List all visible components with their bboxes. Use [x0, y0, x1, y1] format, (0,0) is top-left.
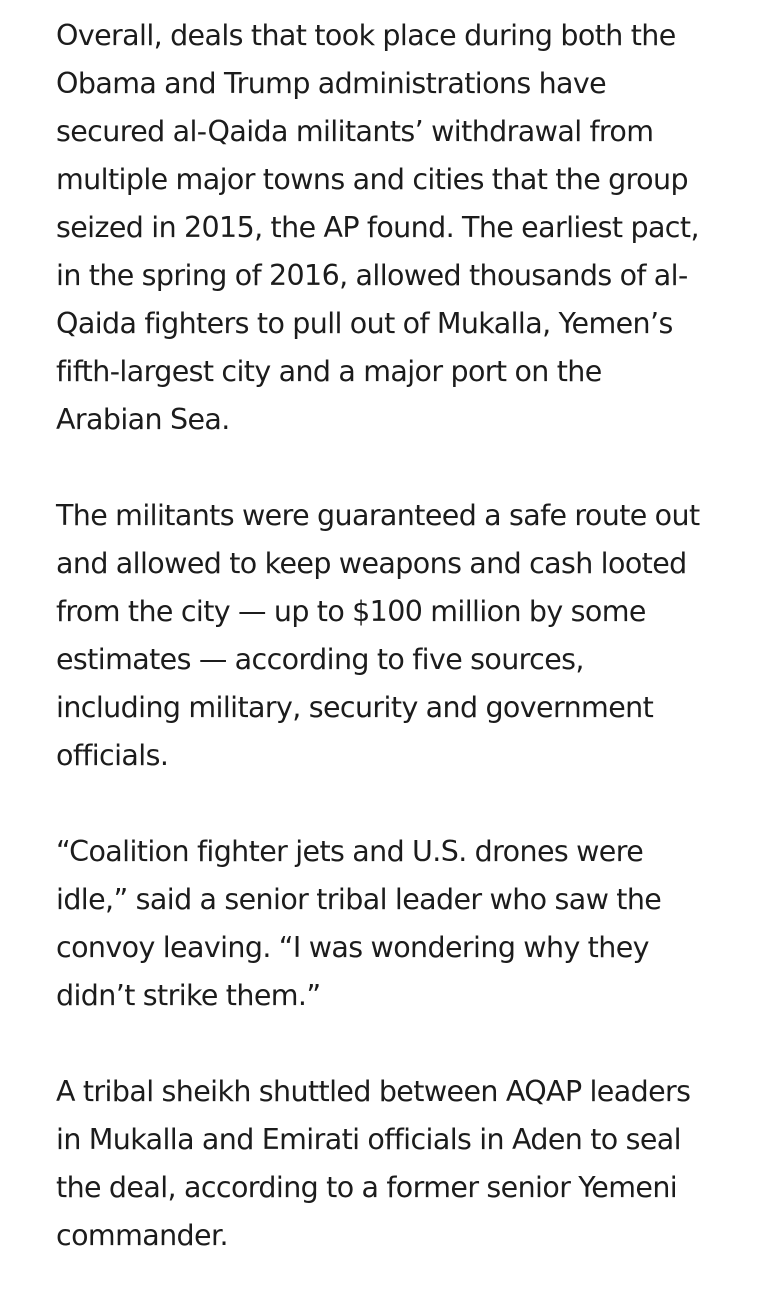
text-line: multiple major towns and cities that the group	[56, 163, 688, 196]
text-line: and allowed to keep weapons and cash looted	[56, 547, 687, 580]
text-line: including military, security and government	[56, 691, 654, 724]
text-line: idle,” said a senior tribal leader who saw the	[56, 883, 662, 916]
text-line: secured al-Qaida militants’ withdrawal from	[56, 115, 654, 148]
text-line: in Mukalla and Emirati officials in Aden to seal	[56, 1123, 681, 1156]
text-line: convoy leaving. “I was wondering why they	[56, 931, 649, 964]
text-line: commander.	[56, 1219, 228, 1252]
paragraph-sheikh	[56, 1068, 726, 1260]
text-line: officials.	[56, 739, 169, 772]
text-line: seized in 2015, the AP found. The earliest pact,	[56, 211, 699, 244]
text-line: Arabian Sea.	[56, 403, 230, 436]
text-line: The militants were guaranteed a safe route out	[56, 499, 700, 532]
text-line: “Coalition fighter jets and U.S. drones were	[56, 835, 644, 868]
text-line: from the city — up to $100 million by some	[56, 595, 646, 628]
paragraph-deals	[56, 12, 726, 444]
text-line: in the spring of 2016, allowed thousands of al-	[56, 259, 688, 292]
text-line: Qaida fighters to pull out of Mukalla, Yemen’s	[56, 307, 673, 340]
text-line: the deal, according to a former senior Yemeni	[56, 1171, 678, 1204]
paragraph-safe-route	[56, 492, 726, 780]
text-line: fifth-largest city and a major port on the	[56, 355, 602, 388]
article-body	[56, 12, 726, 1308]
text-line: didn’t strike them.”	[56, 979, 321, 1012]
text-line: Obama and Trump administrations have	[56, 67, 607, 100]
paragraph-quote	[56, 828, 726, 1020]
text-line: estimates — according to five sources,	[56, 643, 584, 676]
text-line: Overall, deals that took place during both the	[56, 19, 676, 52]
text-line: A tribal sheikh shuttled between AQAP leaders	[56, 1075, 691, 1108]
